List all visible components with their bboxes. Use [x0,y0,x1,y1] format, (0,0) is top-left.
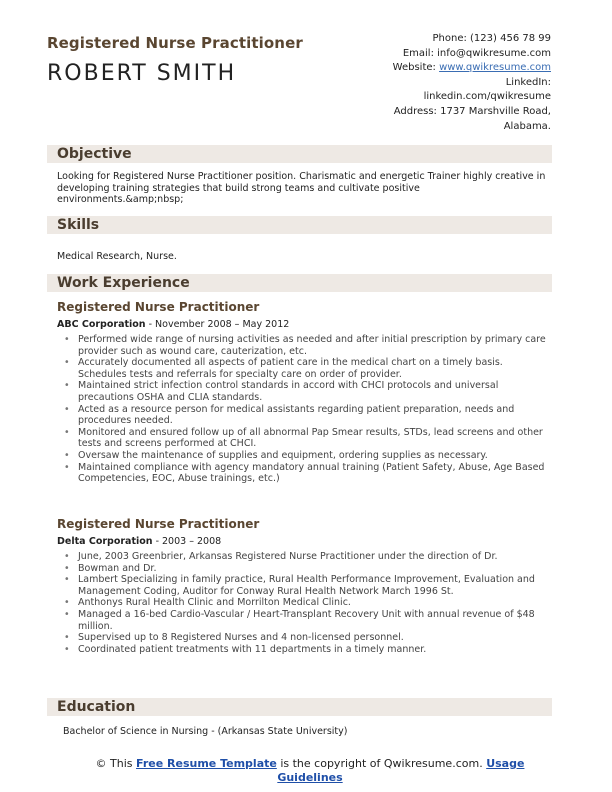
list-item: • Oversaw the maintenance of supplies and equipment, ordering supplies as necessary. [62,450,548,462]
list-item: • Performed wide range of nursing activities as needed and after initial prescription by primary care provider such as wound care, cauterization, etc. [62,334,548,357]
list-item: • Acted as a resource person for medical assistants regarding patient preparation, needs and procedures needed. [62,404,548,427]
contact-linkedin-url: linkedin.com/qwikresume [423,91,551,103]
list-item: • Lambert Specializing in family practice, Rural Health Performance Improvement, Evaluation and Management Coding, Auditor for Conway Rural Health Network March 1996 St. [62,574,548,597]
objective-section-header [47,145,552,163]
job-company-line-1 [57,319,289,330]
work-title: Work Experience [57,275,190,291]
objective-title: Objective [57,146,132,162]
website-label: Website: [392,62,440,74]
education-section-header [47,698,552,716]
footer-middle: is the copyright of Qwikresume.com. [276,757,487,770]
skills-section-header [47,216,552,234]
usage-guidelines-text-2: Guidelines [277,771,343,784]
usage-guidelines-text-1: Usage [486,757,525,770]
job-dates-2: - 2003 – 2008 [152,536,222,547]
job-dates-1: - November 2008 – May 2012 [145,319,290,330]
job-company-line-2 [57,536,221,547]
education-title: Education [57,699,136,715]
list-item: • June, 2003 Greenbrier, Arkansas Registered Nurse Practitioner under the direction of Dr. [62,551,548,563]
contact-website [321,61,551,76]
contact-phone: Phone: (123) 456 78 99 [432,33,551,44]
contact-address-line2: Alabama. [503,120,551,132]
education-text: Bachelor of Science in Nursing - (Arkansas State University) [63,726,348,737]
skills-text: Medical Research, Nurse. [57,251,177,262]
list-item: • Maintained strict infection control standards in accord with CHCI protocols and universal precautions OSHA and CLIA standards. [62,380,548,403]
list-item: • Coordinated patient treatments with 11 departments in a timely manner. [62,644,548,656]
job-bullets-1 [62,334,548,485]
objective-text: Looking for Registered Nurse Practitioner position. Charismatic and energetic Trainer highly creative in developing training strategies that build strong teams and cultivate positive environments.&amp;nbsp; [57,171,546,206]
list-item: • Supervised up to 8 Registered Nurses and 4 non-licensed personnel. [62,632,548,644]
contact-address-line1: Address: 1737 Marshville Road, [393,105,551,117]
contact-linkedin-label: LinkedIn: [505,76,551,88]
skills-title: Skills [57,217,100,233]
footer [60,757,560,785]
list-item: • Managed a 16-bed Cardio-Vascular / Heart-Transplant Recovery Unit with annual revenue of $48 million. [62,609,548,632]
list-item: • Accurately documented all aspects of patient care in the medical chart on a timely basis. Schedules tests and referrals for specialty care on order of provider. [62,357,548,380]
contact-email: Email: info@qwikresume.com [402,47,551,59]
website-link[interactable]: www.qwikresume.com [439,62,551,74]
footer-prefix: © This [95,757,137,770]
job-company-1: ABC Corporation [57,319,146,330]
job-bullets-2 [62,551,548,655]
contact-block [321,32,551,134]
list-item: • Maintained compliance with agency mandatory annual training (Patient Safety, Abuse, Age Based Competencies, EOC, Abuse trainings, etc.) [62,462,548,485]
work-section-header [47,274,552,292]
candidate-name: ROBERT SMITH [47,61,237,86]
list-item: • Bowman and Dr. [62,563,548,575]
job-company-2: Delta Corporation [57,536,153,547]
list-item: • Anthonys Rural Health Clinic and Morrilton Medical Clinic. [62,597,548,609]
free-resume-template-link[interactable]: Free Resume Template [136,757,277,770]
resume-job-title: Registered Nurse Practitioner [47,34,303,52]
list-item: • Monitored and ensured follow up of all abnormal Pap Smear results, STDs, lead screens and other tests and screens performed at CHCI. [62,427,548,450]
job-title-1: Registered Nurse Practitioner [57,300,260,314]
job-title-2: Registered Nurse Practitioner [57,517,260,531]
